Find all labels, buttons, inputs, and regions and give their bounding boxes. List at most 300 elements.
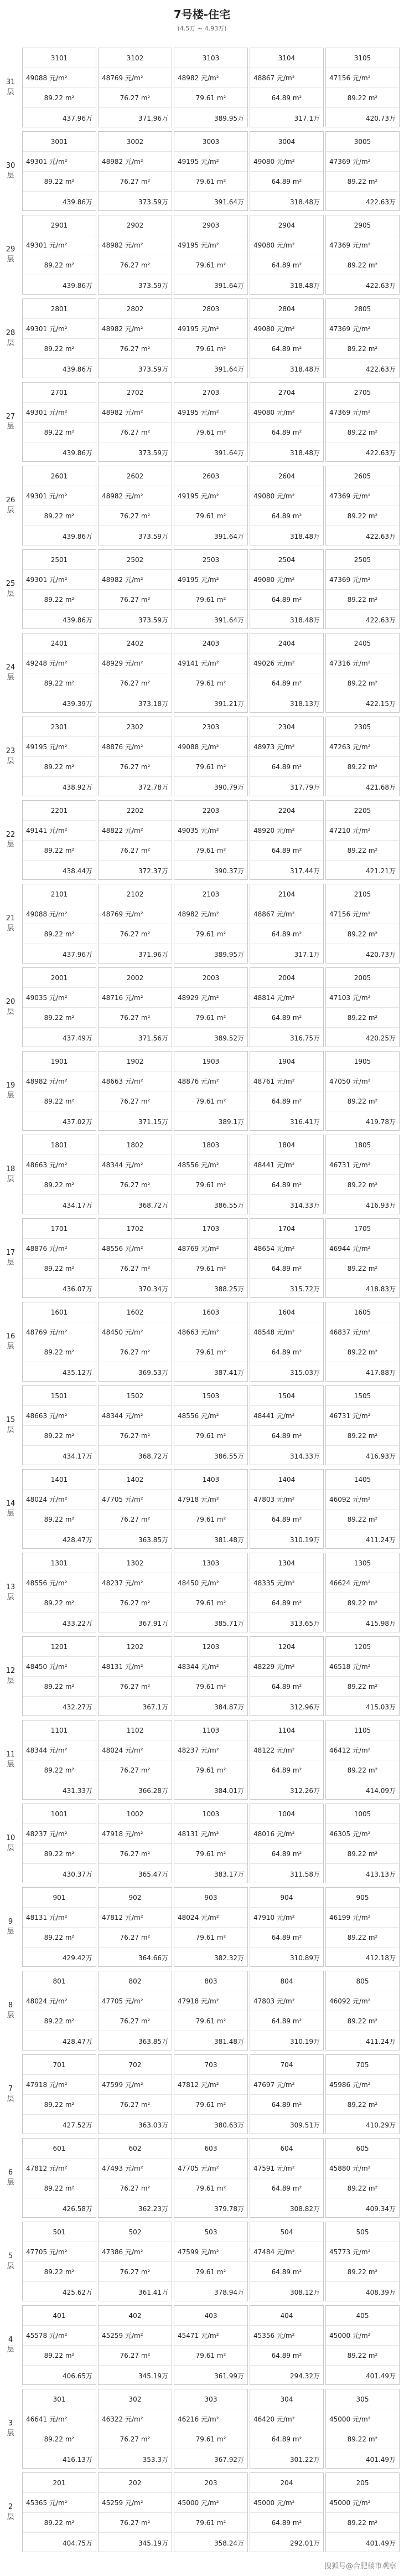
unit-card[interactable] — [325, 633, 400, 713]
unit-price: 47493 元/m² — [99, 2158, 172, 2178]
unit-price: 49035 元/m² — [174, 821, 247, 841]
unit-card[interactable] — [22, 2389, 96, 2469]
unit-price: 47316 元/m² — [326, 653, 399, 673]
unit-card[interactable] — [174, 48, 248, 127]
unit-area: 89.22 m² — [23, 673, 96, 693]
unit-price: 48556 元/m² — [174, 1406, 247, 1426]
unit-price: 47386 元/m² — [99, 2242, 172, 2262]
unit-card[interactable] — [22, 1135, 96, 1214]
unit-card[interactable] — [22, 1051, 96, 1131]
unit-card[interactable] — [98, 1051, 172, 1131]
unit-card[interactable] — [325, 1051, 400, 1131]
unit-card[interactable] — [250, 2472, 324, 2552]
unit-area: 76.27 m² — [99, 673, 172, 693]
unit-card[interactable] — [22, 1553, 96, 1632]
unit-card[interactable] — [174, 2138, 248, 2218]
unit-area: 76.27 m² — [99, 924, 172, 944]
unit-card[interactable] — [22, 549, 96, 629]
unit-card[interactable] — [174, 1302, 248, 1382]
unit-card[interactable] — [98, 1302, 172, 1382]
unit-card[interactable] — [174, 633, 248, 713]
unit-card[interactable] — [174, 967, 248, 1047]
unit-price: 48663 元/m² — [99, 1071, 172, 1091]
unit-card[interactable] — [325, 1218, 400, 1298]
unit-number: 2805 — [326, 299, 399, 319]
unit-card[interactable] — [98, 2472, 172, 2552]
floor-number: 31 — [6, 78, 15, 86]
unit-card[interactable] — [98, 1887, 172, 1967]
floor-number: 14 — [6, 1499, 15, 1508]
unit-card[interactable] — [250, 1051, 324, 1131]
unit-card[interactable] — [22, 2222, 96, 2301]
unit-card[interactable] — [250, 549, 324, 629]
unit-card[interactable] — [250, 1636, 324, 1716]
unit-card[interactable] — [325, 1720, 400, 1800]
floor-number: 6 — [8, 2168, 13, 2177]
unit-card[interactable] — [250, 1218, 324, 1298]
unit-number: 2901 — [23, 215, 96, 235]
unit-area: 89.22 m² — [326, 172, 399, 192]
unit-card[interactable] — [22, 382, 96, 462]
unit-card[interactable] — [98, 633, 172, 713]
unit-total-price: 366.28万 — [138, 1786, 168, 1795]
unit-total-price: 353.3万 — [142, 2455, 168, 2464]
unit-number: 1501 — [23, 1386, 96, 1406]
floor-label — [4, 1634, 17, 1718]
unit-number: 1002 — [99, 1804, 172, 1824]
unit-price: 47599 元/m² — [174, 2242, 247, 2262]
unit-area: 89.22 m² — [326, 590, 399, 610]
unit-price: 48548 元/m² — [250, 1322, 323, 1342]
unit-card[interactable] — [325, 1469, 400, 1549]
unit-card[interactable] — [174, 2389, 248, 2469]
unit-card[interactable] — [22, 967, 96, 1047]
unit-total-price: 367.1万 — [142, 1703, 168, 1711]
floor-row — [0, 1467, 404, 1550]
unit-price: 45986 元/m² — [326, 2075, 399, 2095]
unit-card[interactable] — [98, 2054, 172, 2134]
unit-card[interactable] — [325, 1553, 400, 1632]
unit-card[interactable] — [250, 466, 324, 545]
unit-card[interactable] — [98, 466, 172, 545]
unit-card[interactable] — [325, 2389, 400, 2469]
unit-area: 79.61 m² — [174, 2429, 247, 2449]
unit-price: 49195 元/m² — [174, 403, 247, 423]
unit-card[interactable] — [250, 1302, 324, 1382]
floor-label — [4, 1383, 17, 1467]
unit-card[interactable] — [22, 1469, 96, 1549]
unit-card[interactable] — [22, 1720, 96, 1800]
unit-card[interactable] — [98, 1135, 172, 1214]
unit-card[interactable] — [325, 466, 400, 545]
unit-card[interactable] — [325, 2138, 400, 2218]
unit-total-price: 373.59万 — [138, 281, 168, 290]
unit-price: 48982 元/m² — [174, 68, 247, 88]
unit-card[interactable] — [98, 382, 172, 462]
unit-card[interactable] — [250, 1469, 324, 1549]
unit-number: 1802 — [99, 1135, 172, 1155]
unit-total-price: 389.52万 — [214, 1034, 244, 1042]
unit-number: 2104 — [250, 884, 323, 904]
unit-area: 64.89 m² — [250, 2011, 323, 2031]
unit-total-price: 373.59万 — [138, 616, 168, 624]
unit-price: 48920 元/m² — [250, 821, 323, 841]
floor-row — [0, 2303, 404, 2387]
floor-label — [4, 2303, 17, 2387]
unit-card[interactable] — [250, 884, 324, 964]
unit-area: 89.22 m² — [23, 2095, 96, 2115]
unit-card[interactable] — [325, 215, 400, 295]
unit-number: 1402 — [99, 1470, 172, 1490]
unit-total-price: 363.85万 — [138, 2037, 168, 2046]
unit-card[interactable] — [325, 1971, 400, 2051]
unit-card[interactable] — [250, 1887, 324, 1967]
unit-card[interactable] — [98, 48, 172, 127]
unit-card[interactable] — [250, 1971, 324, 2051]
unit-card[interactable] — [174, 1720, 248, 1800]
unit-card[interactable] — [22, 1302, 96, 1382]
unit-number: 1204 — [250, 1637, 323, 1657]
floor-number: 2 — [8, 2502, 13, 2511]
unit-area: 89.22 m² — [23, 757, 96, 777]
unit-card[interactable] — [98, 884, 172, 964]
unit-area: 76.27 m² — [99, 1091, 172, 1111]
unit-card[interactable] — [250, 131, 324, 211]
unit-total-price: 317.44万 — [290, 867, 320, 875]
unit-total-price: 318.13万 — [290, 699, 320, 708]
unit-total-price: 412.18万 — [366, 1954, 396, 1962]
unit-card[interactable] — [22, 2054, 96, 2134]
page-title: 7号楼-住宅 — [173, 8, 231, 21]
unit-number: 804 — [250, 1971, 323, 1991]
unit-area: 89.22 m² — [326, 1928, 399, 1948]
unit-total-price: 437.96万 — [63, 114, 92, 122]
unit-price: 49141 元/m² — [174, 653, 247, 673]
unit-card[interactable] — [22, 131, 96, 211]
unit-price: 45000 元/m² — [326, 2409, 399, 2429]
floor-suffix: 层 — [7, 2261, 14, 2270]
unit-price: 46731 元/m² — [326, 1155, 399, 1175]
unit-card[interactable] — [22, 1971, 96, 2051]
unit-number: 201 — [23, 2473, 96, 2493]
unit-card[interactable] — [174, 800, 248, 880]
unit-number: 2602 — [99, 466, 172, 486]
unit-number: 1104 — [250, 1720, 323, 1740]
floor-row — [0, 1801, 404, 1885]
unit-card[interactable] — [174, 1636, 248, 1716]
unit-card[interactable] — [22, 800, 96, 880]
unit-number: 801 — [23, 1971, 96, 1991]
unit-number: 2801 — [23, 299, 96, 319]
unit-area: 79.61 m² — [174, 339, 247, 359]
unit-number: 305 — [326, 2389, 399, 2409]
unit-area: 76.27 m² — [99, 506, 172, 526]
unit-area: 79.61 m² — [174, 1008, 247, 1028]
unit-price: 48982 元/m² — [23, 1071, 96, 1091]
unit-card[interactable] — [174, 466, 248, 545]
unit-card[interactable] — [250, 1720, 324, 1800]
unit-card[interactable] — [250, 215, 324, 295]
unit-card[interactable] — [98, 1553, 172, 1632]
unit-area: 76.27 m² — [99, 1677, 172, 1697]
unit-area: 89.22 m² — [326, 2429, 399, 2449]
unit-card[interactable] — [174, 549, 248, 629]
unit-card[interactable] — [98, 1971, 172, 2051]
unit-card[interactable] — [22, 1385, 96, 1465]
unit-card[interactable] — [174, 717, 248, 796]
unit-number: 2504 — [250, 550, 323, 570]
unit-number: 2002 — [99, 968, 172, 988]
unit-card[interactable] — [250, 1553, 324, 1632]
unit-card[interactable] — [22, 298, 96, 378]
unit-card[interactable] — [325, 1804, 400, 1883]
unit-card[interactable] — [325, 1385, 400, 1465]
unit-number: 1504 — [250, 1386, 323, 1406]
unit-area: 89.22 m² — [23, 172, 96, 192]
unit-card[interactable] — [325, 967, 400, 1047]
unit-card[interactable] — [250, 2305, 324, 2385]
unit-card[interactable] — [325, 1887, 400, 1967]
floor-number: 28 — [6, 328, 15, 337]
unit-number: 805 — [326, 1971, 399, 1991]
unit-card[interactable] — [22, 2472, 96, 2552]
unit-card[interactable] — [22, 1636, 96, 1716]
unit-area: 76.27 m² — [99, 2513, 172, 2533]
unit-number: 2402 — [99, 633, 172, 653]
unit-area: 64.89 m² — [250, 1091, 323, 1111]
unit-card[interactable] — [325, 2222, 400, 2301]
unit-card[interactable] — [98, 2222, 172, 2301]
unit-card[interactable] — [325, 549, 400, 629]
floor-number: 7 — [8, 2084, 13, 2093]
unit-card[interactable] — [22, 215, 96, 295]
unit-area: 89.22 m² — [23, 2011, 96, 2031]
unit-total-price: 420.73万 — [366, 114, 396, 122]
unit-area: 76.27 m² — [99, 1008, 172, 1028]
unit-total-price: 294.32万 — [290, 2372, 320, 2380]
unit-total-price: 413.13万 — [366, 1870, 396, 1878]
unit-area: 64.89 m² — [250, 1593, 323, 1613]
unit-card[interactable] — [250, 2389, 324, 2469]
unit-card[interactable] — [325, 717, 400, 796]
unit-card[interactable] — [98, 549, 172, 629]
unit-card[interactable] — [174, 2305, 248, 2385]
unit-card[interactable] — [325, 2054, 400, 2134]
unit-card[interactable] — [174, 2054, 248, 2134]
unit-number: 402 — [99, 2306, 172, 2326]
unit-card[interactable] — [250, 2054, 324, 2134]
unit-total-price: 317.79万 — [290, 783, 320, 791]
unit-card[interactable] — [22, 1218, 96, 1298]
unit-price: 48344 元/m² — [23, 1740, 96, 1760]
unit-number: 2904 — [250, 215, 323, 235]
unit-number: 2301 — [23, 717, 96, 737]
unit-card[interactable] — [22, 1887, 96, 1967]
unit-card[interactable] — [325, 1302, 400, 1382]
unit-card[interactable] — [325, 884, 400, 964]
unit-total-price: 389.95万 — [214, 114, 244, 122]
floor-row — [0, 2052, 404, 2136]
unit-price: 49301 元/m² — [23, 486, 96, 506]
unit-price: 46092 元/m² — [326, 1490, 399, 1509]
unit-card[interactable] — [174, 215, 248, 295]
unit-card[interactable] — [98, 2305, 172, 2385]
unit-card[interactable] — [250, 382, 324, 462]
unit-card[interactable] — [250, 2222, 324, 2301]
unit-card[interactable] — [174, 884, 248, 964]
unit-card[interactable] — [22, 2138, 96, 2218]
unit-card[interactable] — [174, 1804, 248, 1883]
unit-number: 2702 — [99, 383, 172, 403]
unit-total-price: 315.03万 — [290, 1368, 320, 1377]
unit-total-price: 310.19万 — [290, 2037, 320, 2046]
floor-row — [0, 129, 404, 213]
floor-suffix: 层 — [7, 673, 14, 682]
unit-price: 49301 元/m² — [23, 570, 96, 590]
unit-card[interactable] — [250, 2138, 324, 2218]
unit-card[interactable] — [98, 967, 172, 1047]
unit-area: 89.22 m² — [326, 673, 399, 693]
unit-price: 48876 元/m² — [174, 1071, 247, 1091]
unit-number: 2204 — [250, 801, 323, 821]
floor-label — [4, 296, 17, 380]
unit-card[interactable] — [174, 1553, 248, 1632]
unit-price: 47918 元/m² — [174, 1490, 247, 1509]
unit-card[interactable] — [22, 1804, 96, 1883]
unit-price: 45471 元/m² — [174, 2326, 247, 2346]
unit-price: 49195 元/m² — [174, 319, 247, 339]
unit-card[interactable] — [174, 1218, 248, 1298]
unit-card[interactable] — [174, 2472, 248, 2552]
unit-number: 1705 — [326, 1219, 399, 1239]
floor-label — [4, 1467, 17, 1550]
floor-row — [0, 2136, 404, 2219]
floor-suffix: 层 — [7, 2429, 14, 2438]
unit-card[interactable] — [250, 1385, 324, 1465]
unit-card[interactable] — [325, 2305, 400, 2385]
unit-number: 903 — [174, 1888, 247, 1908]
unit-card[interactable] — [250, 717, 324, 796]
unit-total-price: 432.27万 — [63, 1703, 92, 1711]
unit-card[interactable] — [250, 48, 324, 127]
floor-label — [4, 547, 17, 631]
floor-row — [0, 2470, 404, 2554]
unit-card[interactable] — [98, 1218, 172, 1298]
unit-card[interactable] — [98, 1469, 172, 1549]
unit-total-price: 318.48万 — [290, 198, 320, 206]
unit-number: 1003 — [174, 1804, 247, 1824]
unit-number: 1004 — [250, 1804, 323, 1824]
unit-card[interactable] — [22, 2305, 96, 2385]
unit-card[interactable] — [325, 800, 400, 880]
unit-area: 64.89 m² — [250, 757, 323, 777]
unit-number: 602 — [99, 2139, 172, 2158]
floor-suffix: 层 — [7, 1342, 14, 1351]
unit-card[interactable] — [22, 466, 96, 545]
unit-card[interactable] — [250, 1135, 324, 1214]
unit-card[interactable] — [98, 1636, 172, 1716]
unit-card[interactable] — [250, 967, 324, 1047]
unit-area: 79.61 m² — [174, 841, 247, 861]
unit-total-price: 421.68万 — [366, 783, 396, 791]
unit-card[interactable] — [174, 131, 248, 211]
unit-card[interactable] — [98, 298, 172, 378]
unit-price: 45365 元/m² — [23, 2493, 96, 2513]
unit-card[interactable] — [325, 2472, 400, 2552]
unit-card[interactable] — [22, 717, 96, 796]
unit-card[interactable] — [98, 1804, 172, 1883]
unit-price: 46837 元/m² — [326, 1322, 399, 1342]
unit-price: 47918 元/m² — [23, 2075, 96, 2095]
unit-total-price: 437.02万 — [63, 1117, 92, 1126]
unit-total-price: 439.39万 — [63, 699, 92, 708]
unit-card[interactable] — [250, 800, 324, 880]
unit-card[interactable] — [325, 298, 400, 378]
unit-total-price: 383.17万 — [214, 1870, 244, 1878]
unit-number: 2903 — [174, 215, 247, 235]
unit-card[interactable] — [22, 884, 96, 964]
floor-suffix: 层 — [7, 2011, 14, 2019]
unit-price: 48867 元/m² — [250, 68, 323, 88]
unit-card[interactable] — [98, 131, 172, 211]
unit-total-price: 310.89万 — [290, 1954, 320, 1962]
unit-card[interactable] — [174, 1971, 248, 2051]
unit-card[interactable] — [325, 131, 400, 211]
unit-card[interactable] — [174, 1385, 248, 1465]
unit-card[interactable] — [22, 633, 96, 713]
unit-card[interactable] — [174, 1887, 248, 1967]
unit-area: 89.22 m² — [326, 1342, 399, 1362]
floor-row — [0, 1718, 404, 1801]
unit-price: 48450 元/m² — [99, 1322, 172, 1342]
unit-area: 89.22 m² — [326, 1509, 399, 1529]
unit-card[interactable] — [325, 48, 400, 127]
floor-row — [0, 1383, 404, 1467]
unit-card[interactable] — [325, 382, 400, 462]
unit-card[interactable] — [98, 1385, 172, 1465]
unit-card[interactable] — [174, 1135, 248, 1214]
unit-card[interactable] — [98, 2138, 172, 2218]
unit-price: 47599 元/m² — [99, 2075, 172, 2095]
unit-total-price: 406.65万 — [63, 2372, 92, 2380]
unit-card[interactable] — [250, 298, 324, 378]
unit-card[interactable] — [174, 2222, 248, 2301]
unit-card[interactable] — [174, 382, 248, 462]
unit-area: 64.89 m² — [250, 1008, 323, 1028]
unit-card[interactable] — [98, 717, 172, 796]
unit-card[interactable] — [98, 215, 172, 295]
unit-total-price: 368.72万 — [138, 1201, 168, 1209]
unit-card[interactable] — [98, 2389, 172, 2469]
unit-card[interactable] — [250, 633, 324, 713]
unit-card[interactable] — [98, 800, 172, 880]
unit-card[interactable] — [325, 1135, 400, 1214]
unit-area: 89.22 m² — [326, 2011, 399, 2031]
unit-card[interactable] — [250, 1804, 324, 1883]
floor-row — [0, 213, 404, 296]
unit-area: 89.22 m² — [23, 1175, 96, 1195]
unit-card[interactable] — [98, 1720, 172, 1800]
floor-row — [0, 380, 404, 463]
unit-area: 89.22 m² — [326, 1426, 399, 1446]
unit-card[interactable] — [174, 298, 248, 378]
unit-card[interactable] — [325, 1636, 400, 1716]
unit-number: 1603 — [174, 1302, 247, 1322]
unit-card[interactable] — [22, 48, 96, 127]
unit-card[interactable] — [174, 1051, 248, 1131]
unit-card[interactable] — [174, 1469, 248, 1549]
unit-price: 49141 元/m² — [23, 821, 96, 841]
